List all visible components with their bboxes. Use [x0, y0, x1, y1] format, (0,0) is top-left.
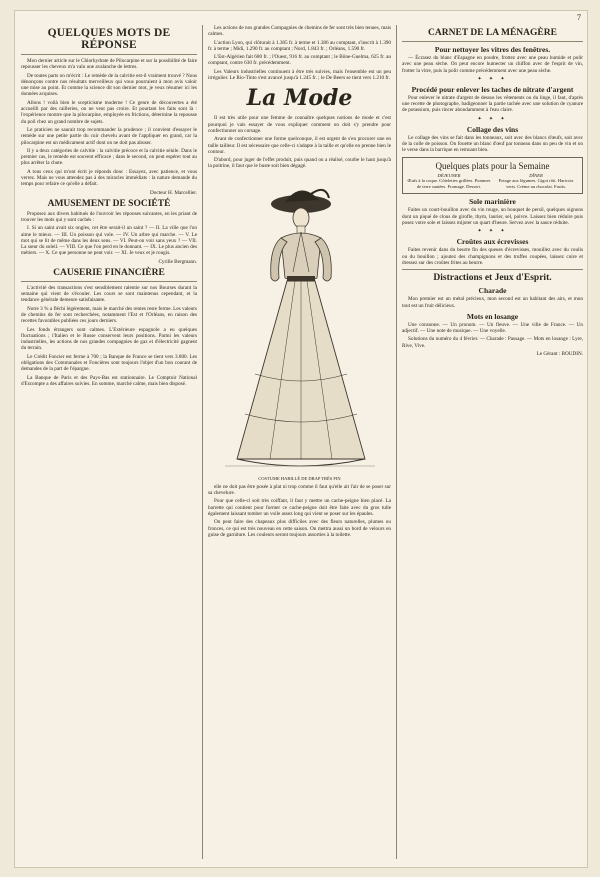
paragraph: Solutions du numéro du 4 février. — Charade : Passage. — Mots en losange : Lyre, Rive, Vive.	[402, 336, 583, 349]
paragraph: Pour que celle-ci soit très coiffant, il faut y mettre un cache-peigne bien placé. La barrette qui contient pour former ce cache-peigne doit être faite avec du gros tulle également laissant tomber un voile assez long qui vient se poser sur les épaules.	[208, 498, 391, 517]
illustration-caption: COSTUME HABILLÉ DE DRAP TRÈS FIN	[258, 475, 341, 481]
menu-items: Œufs à la coque. Côtelettes grillées. Pommes de terre sautées. Fromage. Dessert.	[407, 178, 491, 189]
signature: Cyrille Bergmann.	[158, 258, 197, 265]
paragraph: Faites un court-bouillon avec du vin rouge, un bouquet de persil, quelques oignons dont un piqué de clous de girofle, thym, laurier, sel, poivre. Laissez bien réduire puis posez votre sole et laissez mijoter un quart d'heure. Servez avec la sauce réduite.	[402, 207, 583, 227]
paragraph: Les actions de nos grandes Compagnies de chemins de fer sont très bien tenues, mais calmes.	[208, 25, 391, 38]
paragraph: — Écrasez du blanc d'Espagne en poudre, frottez avec une peau humide et polir avec une peau sèche. On peut encore humecter un chiffon avec de l'esprit de vin, frotter la vitre, puis la polir comme précédemment avec une peau sèche.	[402, 55, 583, 74]
paragraph: L'Est-Algérien fait 680 fr. ; l'Ouest, 916 fr. au comptant ; le Bône-Guelma, 625 fr. au comptant, contre 630 fr. précédemment.	[208, 54, 391, 67]
paragraph: Il est très utile pour une femme de connaître quelques notions de mode et c'est pourquoi je vais essayer de vous expliquer comment on doit s'y prendre pour confectionner un corsage.	[208, 115, 391, 134]
paragraph: Les fonds étrangers sont calmes. L'Extérieure espagnole a eu quelques fluctuations ; l'Italien et le Russe conservent leurs positions. Parmi les valeurs industrielles, les actions de nos grandes compagnies de gaz et d'électricité gagnent du terrain.	[21, 326, 197, 352]
paragraph: Mon premier est un métal précieux, mon second est un habitant des airs, et mon tout est un fruit délicieux.	[402, 296, 583, 309]
article-heading-distractions: Distractions et Jeux d'Esprit.	[433, 273, 552, 284]
fashion-illustration-woman-in-dress	[215, 174, 385, 474]
column-left	[21, 25, 197, 859]
ornament-separator: ✦ ✦ ✦	[477, 116, 508, 122]
paragraph: D'abord, pour juger de l'effet produit, puis quand on a réalisé, courbe le haut jusqu'à la poitrine, il faut que le buste soit bien dégagé.	[208, 157, 391, 170]
menu-column-heading: DÎNER	[529, 172, 543, 178]
paragraph: Mon dernier article sur le Chlorhydrate de Pilocarpine et sur la possibilité de faire repousser les cheveux m'a valu une avalanche de lettres.	[21, 58, 197, 71]
subheading: Procédé pour enlever les taches de nitrate d'argent	[411, 84, 574, 94]
divider	[402, 269, 583, 270]
signature: Le Gérant : BOUDIN.	[536, 351, 583, 358]
paragraph: Le Crédit Foncier est ferme à 700 ; la Banque de France se tient vers 3.800. Les obligations des Communales et Foncières sont toujours l'objet d'un bon courant de demandes de la part de l'épargne.	[21, 353, 197, 373]
paragraph: On peut faire des chapeaux plus difficiles avec des fleurs naturelles, plumes ou fronces, ce qui est très nouveau en cette saison. On mettra aussi un bord de velours en guise de garniture. Les couleurs seront toujours assorties à la toilette.	[208, 519, 391, 538]
paragraph: L'activité des transactions s'est sensiblement ralentie sur nos Bourses durant la semaine qui vient de s'écouler. Les cours se sont maintenus cependant, et la tendance générale demeure satisfaisante.	[21, 284, 197, 304]
menu-box-title: Quelques plats pour la Semaine	[435, 160, 550, 171]
divider	[21, 54, 197, 55]
article-heading-response: QUELQUES MOTS DE RÉPONSE	[47, 27, 171, 51]
column-middle	[208, 25, 391, 859]
paragraph: Le collage des vins se fait dans les tonneaux, soit avec des blancs d'œufs, soit avec de la colle de poisson. On fouette un blanc d'œuf par tonneau dans un peu de vin et on le verse dans la barrique en remuant bien.	[402, 134, 583, 154]
subheading: Croûtes aux écrevisses	[456, 237, 529, 247]
article-heading-menagere: CARNET DE LA MÉNAGÈRE	[428, 28, 557, 38]
subheading: Charade	[478, 286, 507, 296]
paragraph: Avant de confectionner une forme quelconque, il est urgent de s'en procurer une en taille tailleur. Il est nécessaire que celle-ci s'adapte à la taille et qu'elle en prenne bien le contour.	[208, 136, 391, 155]
paragraph: Faites revenir dans du beurre fin des queues d'écrevisses, mouillez avec du coulis ou du bouillon ; ajoutez des champignons et des truffes coupées, laissez cuire et dressez sur des croûtes frites au beurre.	[402, 247, 583, 266]
article-heading-amusement: AMUSEMENT DE SOCIÉTÉ	[47, 198, 171, 209]
column-right	[402, 25, 583, 859]
column-rule	[396, 25, 397, 859]
menu-column-heading: DÉJEUNER	[437, 172, 461, 178]
divider	[402, 41, 583, 42]
ornament-separator: ✦ ✦ ✦	[477, 76, 508, 82]
paragraph: Les Valeurs industrielles continuent à être très suivies, mais l'ensemble est un peu irrégulier. Le Rio-Tinto s'est avancé jusqu'à 1.245 fr. ; le De Beers se tient vers 1.210 fr.	[208, 68, 391, 82]
menu-box	[402, 157, 583, 195]
ornament-separator: ✦ ✦ ✦	[477, 229, 508, 235]
subheading: Collage des vins	[466, 124, 519, 134]
menu-column	[407, 173, 491, 190]
divider	[21, 281, 197, 282]
subheading: Mots en losange	[466, 311, 519, 321]
paragraph: Notre 3 % a fléchi légèrement, mais le marché des rentes reste ferme. Les valeurs de chemins de fer sont recherchées, notamment l'Est et l'Orléans, en raison des recettes favorables publiées ces jours derniers.	[21, 305, 197, 325]
column-rule	[202, 25, 203, 859]
paragraph: Il y a deux catégories de calvitie : la calvitie précoce et la calvitie sénile. Dans le premier cas, le remède est souvent efficace ; dans le second, on peut espérer tout au plus arrêter la chute.	[21, 147, 197, 167]
paragraph: L'action Lyon, qui clôturait à 1.385 fr. à terme et 1.386 au comptant, s'inscrit à 1.390 fr. à terme ; Midi, 1.290 fr. au comptant ; Nord, 1.843 fr. ; Orléans, 1.590 fr.	[208, 39, 391, 52]
subheading: Sole marinière	[469, 197, 516, 207]
article-heading-mode: La Mode	[246, 85, 353, 112]
page-number: 7	[577, 13, 581, 22]
paragraph: I. Si un saint avait six ongles, cet être serait-il un saint ? — II. La ville que l'on aime le mieux. — III. Un poisson qui vole. — IV. Un arbre qui marche. — V. Le mot qui se lit de même dans les deux sens. — VI. Peut-on voir sans yeux ? — VII. La sœur du soleil. — VIII. Ce que l'on perd en le donnant. — IX. Le plus ancien des métiers. — X. Ce que personne ne peut voir. — XI. Je veux et je rougis.	[21, 225, 197, 257]
menu-items: Potage aux légumes. Gigot rôti. Haricots verts. Crème au chocolat. Fruits.	[498, 178, 574, 189]
signature: Docteur H. Marcellier.	[150, 189, 197, 196]
article-heading-finance: CAUSERIE FINANCIÈRE	[53, 267, 165, 278]
paragraph: De toutes parts on m'écrit : Le remède de la calvitie est-il vraiment trouvé ? Nous dénonçons contre nos résultats merveilleux qui vous pourraient à mon avis valoir une mise au point. Et comme la science dit son dernier mot, je veux résumer ici les données acquises.	[21, 72, 197, 98]
paragraph: Allons ! voilà bien le scepticisme moderne ! Ce genre de découvertes a été accueilli par des railleries, on ne veut pas croire. Et pourtant les faits sont là : l'expérience montre que la pilocarpine, employée en frictions, détermine la repousse du poil chez un grand nombre de sujets.	[21, 99, 197, 125]
paragraph: Une consonne. — Un pronom. — Un fleuve. — Une ville de France. — Un adjectif. — Une note de musique. — Une voyelle.	[402, 321, 583, 335]
paragraph: Le praticien ne saurait trop recommander la prudence ; il convient d'essayer le remède sur une petite partie du cuir chevelu avant de l'appliquer en grand, car la pilocarpine est un médicament actif dont on ne doit pas abuser.	[21, 126, 197, 146]
menu-columns	[407, 173, 578, 190]
paragraph: elle ne doit pas être posée à plat ni trop comme il faut qu'elle ait l'air de se poser sur sa chevelure.	[208, 483, 391, 497]
menu-column	[494, 173, 578, 190]
paragraph: A tous ceux qui m'ont écrit je réponds donc : Essayez, avec patience, et vous verrez. Mais ne vous attendez pas à des miracles immédiats : la nature demande du temps pour refaire ce qu'elle a défait.	[21, 168, 197, 188]
subheading: Pour nettoyer les vitres des fenêtres.	[434, 45, 551, 54]
paragraph: La Banque de Paris et des Pays-Bas est stationnaire. Le Comptoir National d'Escompte a des affaires suivies. En somme, marché calme, mais bien disposé.	[21, 374, 197, 387]
paragraph: Pour enlever le nitrate d'argent de dessus les vêtements ou du linge, il faut, d'après une recette de photographe, badigeonner la partie tachée avec une solution de cyanure de potassium, puis rincer abondamment à l'eau claire.	[402, 94, 583, 114]
paragraph: Proposez aux divers habitués de l'ouvroir les réponses suivantes, en les priant de trouver les mots qui y sont cachés :	[21, 210, 197, 223]
newspaper-page	[14, 10, 588, 868]
